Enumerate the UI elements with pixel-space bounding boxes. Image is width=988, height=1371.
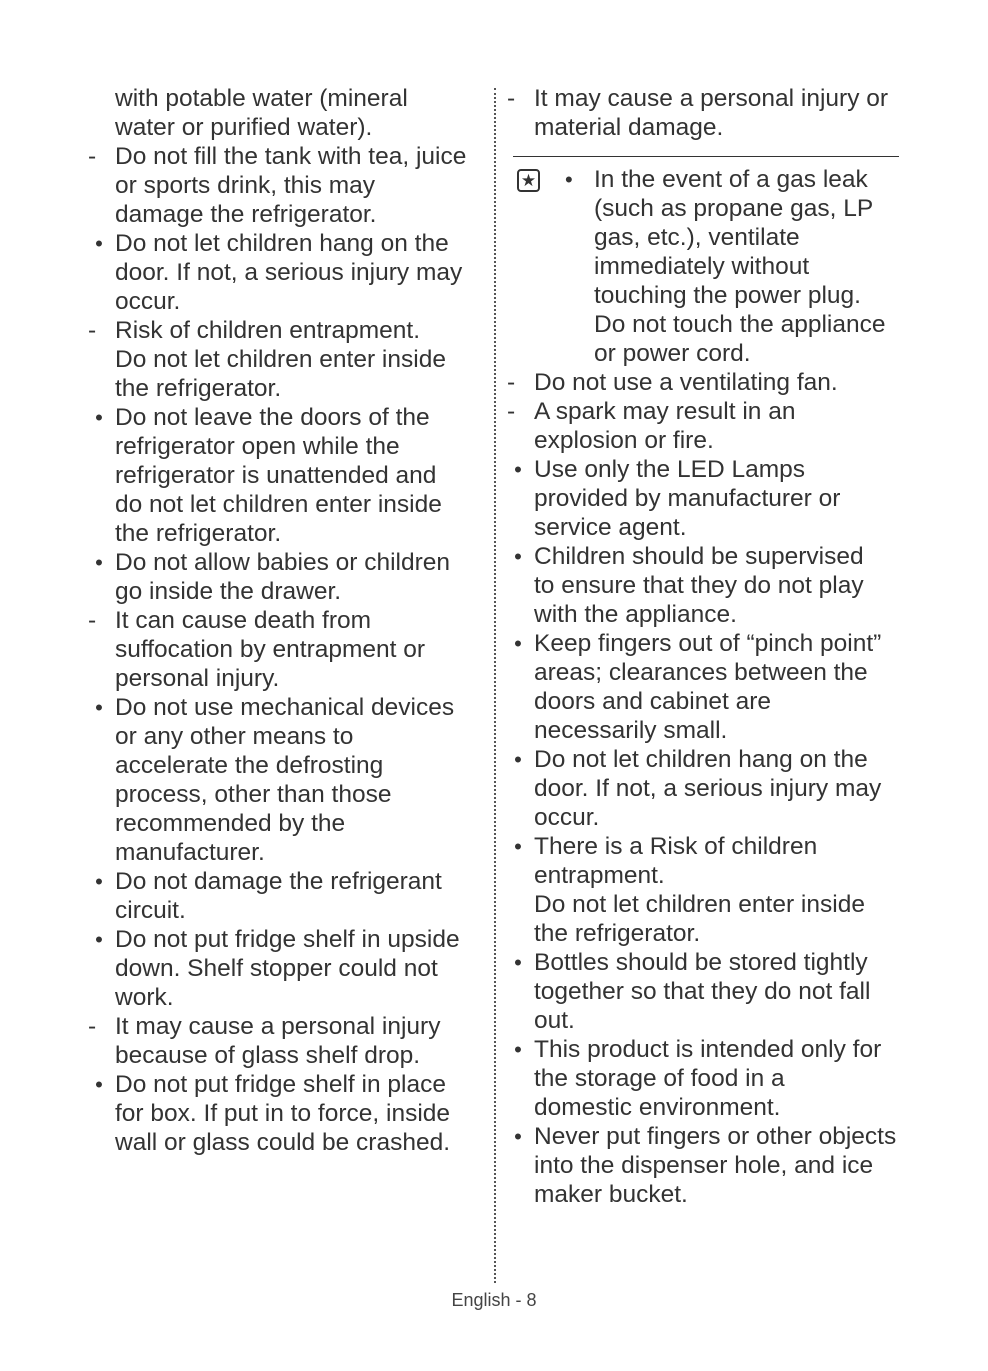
dash-mark: - bbox=[507, 369, 516, 396]
item-text: Do not damage the refrigerant circuit. bbox=[115, 868, 442, 924]
continued-paragraph: with potable water (mineral water or purified water). bbox=[115, 85, 408, 141]
item-text: This product is intended only for the storage of food in a domestic environment. bbox=[534, 1036, 882, 1121]
item-text: It may cause a personal injury because of glass shelf drop. bbox=[115, 1013, 441, 1069]
item-text: Use only the LED Lamps provided by manufacturer or service agent. bbox=[534, 456, 841, 541]
item-text: There is a Risk of children entrapment. Do not let children enter inside the refrigerator. bbox=[534, 833, 865, 947]
bullet-icon: • bbox=[514, 1037, 522, 1062]
gas-leak-note bbox=[505, 165, 925, 368]
dash-mark: - bbox=[88, 143, 97, 170]
right-column bbox=[505, 84, 925, 1209]
item-text: Bottles should be stored tightly together so that they do not fall out. bbox=[534, 949, 871, 1034]
item-text: A spark may result in an explosion or fire. bbox=[534, 398, 796, 454]
dash-mark: - bbox=[507, 398, 516, 425]
item-text: Do not use mechanical devices or any other means to accelerate the defrosting process, other than those recommended by the manufacturer. bbox=[115, 694, 455, 866]
item-text: It can cause death from suffocation by entrapment or personal injury. bbox=[115, 607, 426, 692]
page-footer: English - 8 bbox=[451, 1290, 537, 1310]
note-text: In the event of a gas leak (such as propane gas, LP gas, etc.), ventilate immediately without touching the power plug. Do not touch the appliance or power cord. bbox=[594, 166, 886, 367]
bullet-icon: • bbox=[514, 747, 522, 772]
bullet-item bbox=[86, 867, 486, 925]
bullet-item bbox=[505, 1035, 925, 1122]
column-divider bbox=[494, 88, 496, 1283]
bullet-item bbox=[505, 542, 925, 629]
item-text: Do not let children hang on the door. If not, a serious injury may occur. bbox=[534, 746, 882, 831]
item-text: Never put fingers or other objects into the dispenser hole, and ice maker bucket. bbox=[534, 1123, 897, 1208]
bullet-item bbox=[505, 629, 925, 745]
bullet-icon: • bbox=[95, 231, 103, 256]
item-text: Do not fill the tank with tea, juice or sports drink, this may damage the refrigerator. bbox=[115, 143, 467, 228]
bullet-icon: • bbox=[514, 834, 522, 859]
bullet-icon: • bbox=[95, 1072, 103, 1097]
bullet-item bbox=[86, 693, 486, 867]
bullet-item bbox=[86, 925, 486, 1012]
item-text: Do not put fridge shelf in upside down. Shelf stopper could not work. bbox=[115, 926, 460, 1011]
bullet-item bbox=[505, 1122, 925, 1209]
bullet-icon: • bbox=[514, 1124, 522, 1149]
dash-item bbox=[505, 368, 925, 397]
bullet-item bbox=[505, 948, 925, 1035]
item-text: Do not leave the doors of the refrigerator open while the refrigerator is unattended and do not let children enter inside the refrigerator. bbox=[115, 404, 442, 547]
dash-item bbox=[505, 397, 925, 455]
bullet-item bbox=[86, 229, 486, 316]
bullet-icon: • bbox=[95, 869, 103, 894]
dash-mark: - bbox=[88, 607, 97, 634]
bullet-icon: • bbox=[95, 927, 103, 952]
item-text: Do not let children hang on the door. If not, a serious injury may occur. bbox=[115, 230, 463, 315]
item-text: Do not put fridge shelf in place for box. If put in to force, inside wall or glass could be crashed. bbox=[115, 1071, 451, 1156]
dash-mark: - bbox=[88, 317, 97, 344]
item-text: It may cause a personal injury or material damage. bbox=[534, 85, 889, 141]
bullet-item bbox=[86, 1070, 486, 1157]
item-text: Do not allow babies or children go inside the drawer. bbox=[115, 549, 451, 605]
item-text: Children should be supervised to ensure that they do not play with the appliance. bbox=[534, 543, 864, 628]
dash-item bbox=[505, 84, 925, 142]
bullet-icon: • bbox=[514, 631, 522, 656]
bullet-icon: • bbox=[514, 950, 522, 975]
bullet-item bbox=[86, 548, 486, 606]
bullet-item bbox=[505, 745, 925, 832]
item-text: Keep fingers out of “pinch point” areas; clearances between the doors and cabinet are necessarily small. bbox=[534, 630, 882, 744]
bullet-item bbox=[505, 832, 925, 948]
bullet-icon: • bbox=[95, 405, 103, 430]
bullet-icon: • bbox=[514, 457, 522, 482]
bullet-icon: • bbox=[95, 550, 103, 575]
dash-item bbox=[86, 142, 486, 229]
star-icon: ★ bbox=[517, 169, 540, 192]
dash-item bbox=[86, 1012, 486, 1070]
bullet-icon: • bbox=[95, 695, 103, 720]
bullet-icon: • bbox=[514, 544, 522, 569]
item-text: Do not use a ventilating fan. bbox=[534, 369, 838, 396]
dash-mark: - bbox=[507, 85, 516, 112]
left-column bbox=[86, 84, 486, 1157]
dash-mark: - bbox=[88, 1013, 97, 1040]
dash-item bbox=[86, 606, 486, 693]
bullet-item bbox=[505, 455, 925, 542]
item-text: Risk of children entrapment. Do not let children enter inside the refrigerator. bbox=[115, 317, 446, 402]
bullet-item bbox=[86, 403, 486, 548]
dash-item bbox=[86, 316, 486, 403]
bullet-icon: • bbox=[565, 167, 573, 192]
section-rule bbox=[513, 156, 899, 157]
